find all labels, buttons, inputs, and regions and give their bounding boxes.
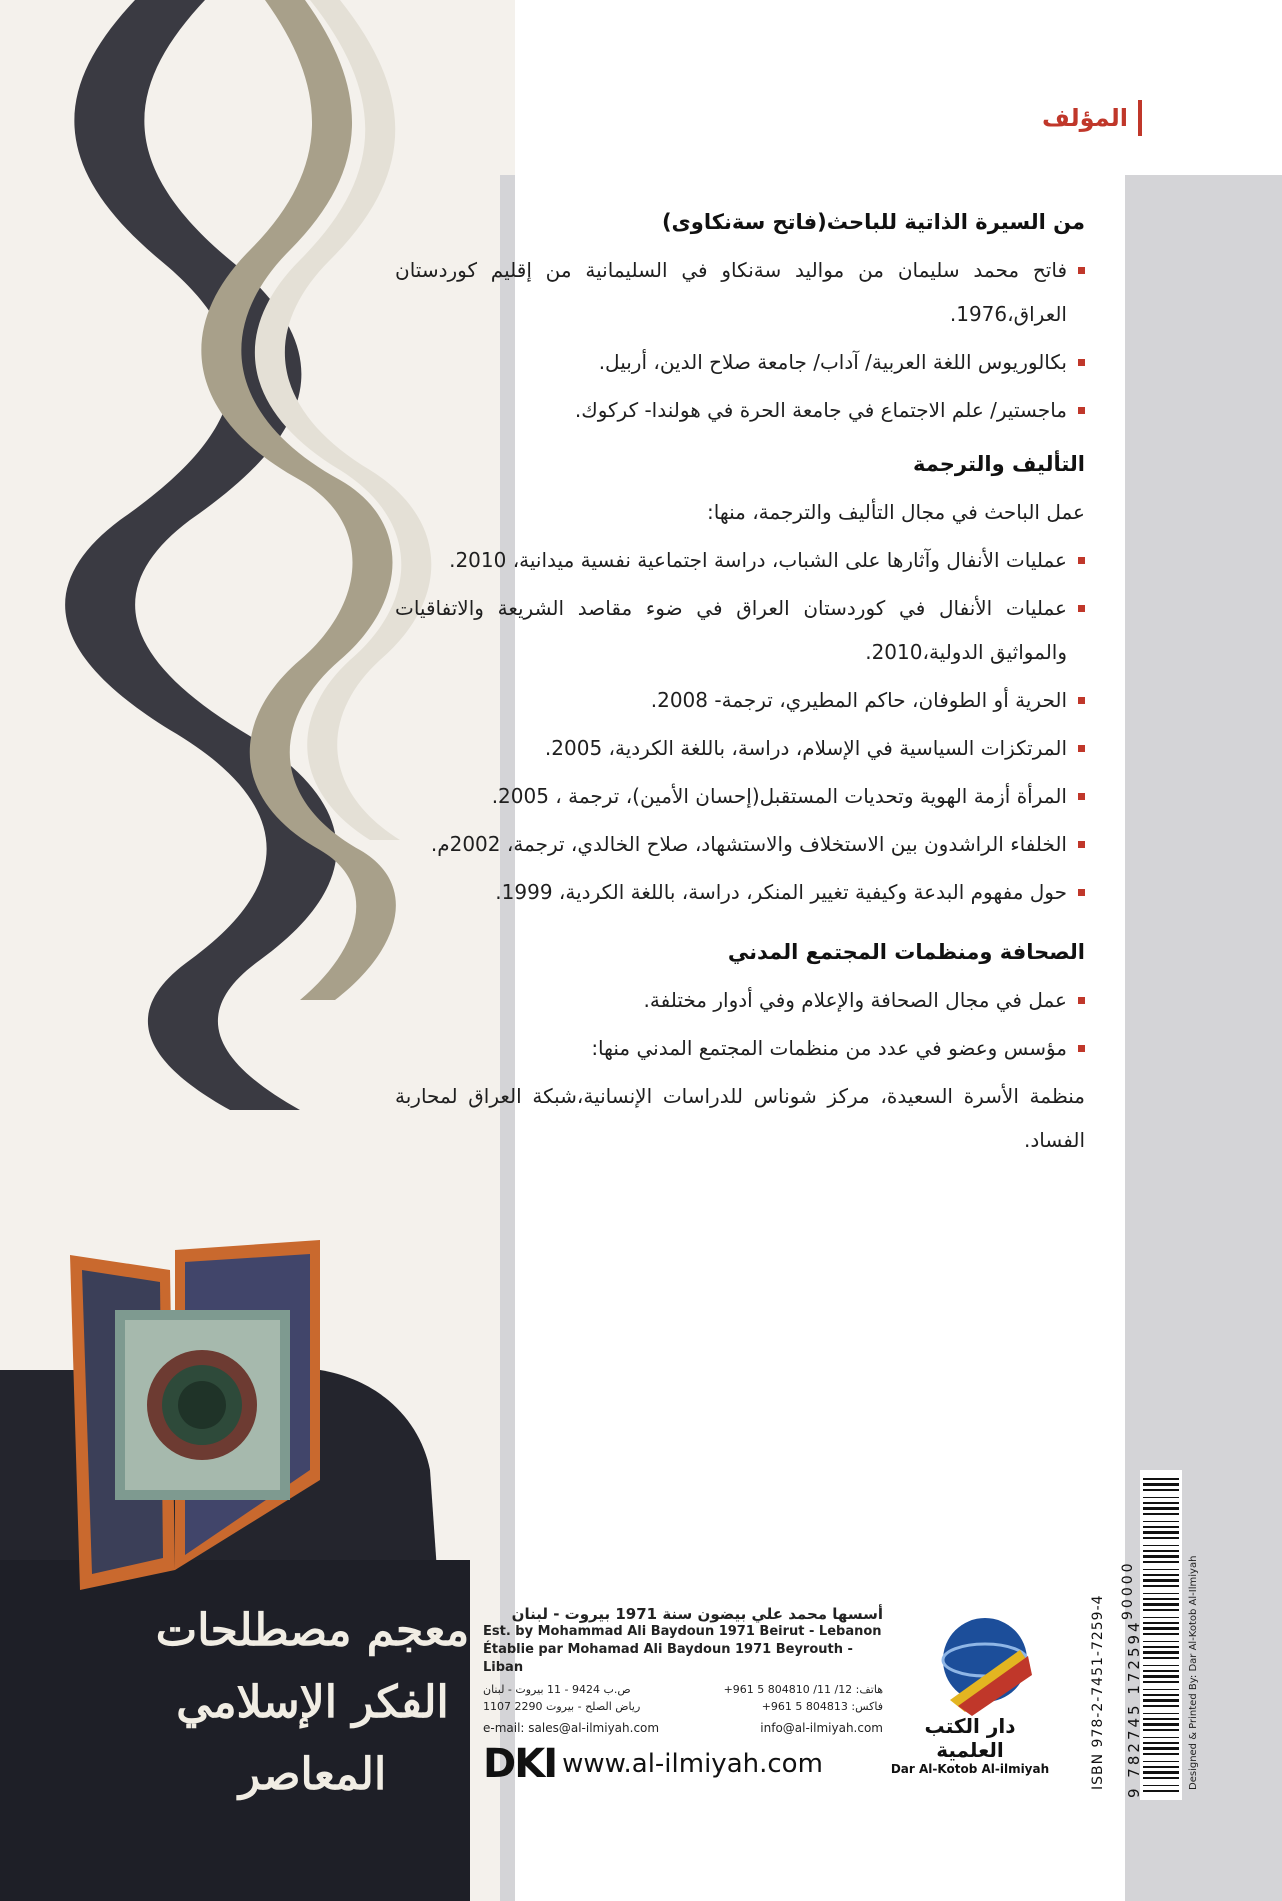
press-orgs: منظمة الأسرة السعيدة، مركز شوناس للدراسات الإنسانية،شبكة العراق لمحاربة الفساد. [395,1084,1085,1152]
works-item: المرأة أزمة الهوية وتحديات المستقبل(إحسان الأمين)، ترجمة ، 2005. [395,774,1085,818]
bio-item: بكالوريوس اللغة العربية/ آداب/ جامعة صلاح الدين، أربيل. [395,340,1085,384]
sales-email: e-mail: sales@al-ilmiyah.com [483,1721,660,1735]
founded-french: Établie par Mohamad Ali Baydoun 1971 Beyrouth - Liban [483,1642,853,1675]
book-title-line1: معجم مصطلحات [155,1605,470,1656]
press-heading: الصحافة ومنظمات المجتمع المدني [727,940,1085,964]
isbn-number: ISBN 978-2-7451-7259-4 [1090,1594,1106,1790]
design-credit: Designed & Printed By: Dar Al-Kotob Al-Ilmiyah [1188,1555,1199,1790]
bio-heading: من السيرة الذاتية للباحث(فاتح سةنكاوى) [661,210,1085,234]
works-heading: التأليف والترجمة [912,452,1085,476]
works-item: حول مفهوم البدعة وكيفية تغيير المنكر، دراسة، باللغة الكردية، 1999. [395,870,1085,914]
press-item: عمل في مجال الصحافة والإعلام وفي أدوار مختلفة. [395,978,1085,1022]
author-bio-text [395,210,1085,1166]
publisher-name-english: Dar Al-Kotob Al-ilmiyah [890,1762,1050,1776]
phone-number: هاتف: 12/ 11/ 804810 5 961+ [723,1683,883,1696]
dki-logo: DKI [483,1741,557,1787]
po-box: ص.ب 9424 - 11 بيروت - لبنان [483,1683,631,1696]
isbn-barcode [1140,1470,1182,1800]
author-section-label: المؤلف [1032,100,1142,136]
press-item: مؤسس وعضو في عدد من منظمات المجتمع المدني منها: [395,1026,1085,1070]
works-item: الخلفاء الراشدون بين الاستخلاف والاستشهاد، صلاح الخالدي، ترجمة، 2002م. [395,822,1085,866]
works-item: عمليات الأنفال وآثارها على الشباب، دراسة اجتماعية نفسية ميدانية، 2010. [395,538,1085,582]
bio-item: فاتح محمد سليمان من مواليد سةنكاو في السليمانية من إقليم كوردستان العراق،1976. [395,248,1085,336]
publisher-name-arabic: دار الكتب العلمية [924,1714,1016,1762]
price-code: 90000 [1120,1560,1136,1620]
book-title [145,1595,480,1811]
riad-address: رياض الصلح - بيروت 2290 1107 [483,1700,641,1713]
bio-item: ماجستير/ علم الاجتماع في جامعة الحرة في هولندا- كركوك. [395,388,1085,432]
works-item: المرتكزات السياسية في الإسلام، دراسة، باللغة الكردية، 2005. [395,726,1085,770]
info-email: info@al-ilmiyah.com [760,1721,883,1735]
book-title-line2: الفكر الإسلامي المعاصر [176,1677,449,1800]
works-item: الحرية أو الطوفان، حاكم المطيري، ترجمة- 2008. [395,678,1085,722]
fax-number: فاكس: 804813 5 961+ [761,1700,883,1713]
founded-english: Est. by Mohammad Ali Baydoun 1971 Beirut - Lebanon [483,1624,882,1639]
publisher-imprint [483,1605,883,1787]
founded-arabic: أسسها محمد علي بيضون سنة 1971 بيروت - لبنان [511,1605,883,1623]
works-intro: عمل الباحث في مجال التأليف والترجمة، منها: [707,500,1085,524]
website-url: www.al-ilmiyah.com [562,1749,823,1779]
publisher-brand [890,1615,1050,1776]
barcode-digits: 9 782745 172594 [1125,1619,1143,1798]
works-item: عمليات الأنفال في كوردستان العراق في ضوء مقاصد الشريعة والاتفاقيات والمواثيق الدولية،2010. [395,586,1085,674]
